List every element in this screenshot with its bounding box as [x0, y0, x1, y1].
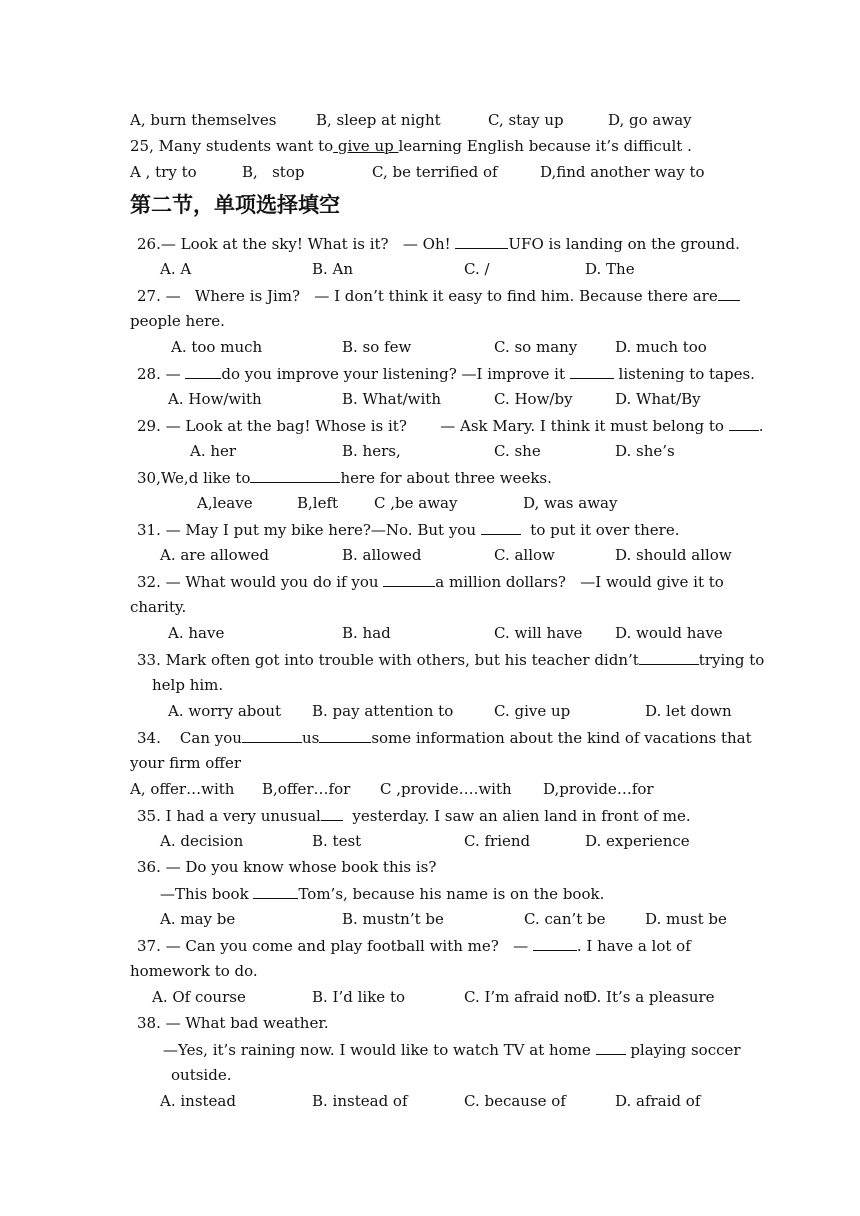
q34-stem-line2: your firm offer [130, 754, 242, 772]
q35-blank[interactable] [321, 805, 343, 821]
q36-option-a: A. may be [160, 910, 236, 928]
q26-stem-post: UFO is landing on the ground. [508, 235, 740, 253]
q32-option-d: D. would have [615, 624, 723, 642]
q28-option-b: B. What/with [342, 390, 441, 408]
q28-stem-post: listening to tapes. [613, 365, 755, 383]
q33-option-a: A. worry about [168, 702, 282, 720]
q28-stem [137, 363, 755, 384]
q34-blank-2[interactable] [319, 727, 371, 743]
q34-option-d: D,provide…for [543, 780, 654, 798]
q35-option-c: C. friend [464, 832, 531, 850]
q29-stem [137, 415, 764, 436]
q25-stem [130, 136, 692, 156]
q25-option-c: C, be terrified of [372, 163, 498, 181]
q31-option-d: D. should allow [615, 546, 732, 564]
q24-option-b: B, sleep at night [316, 111, 441, 129]
q36-blank[interactable] [253, 883, 298, 899]
q27-option-d: D. much too [615, 338, 707, 356]
q36-stem-pre: —This book [160, 885, 254, 903]
q32-option-c: C. will have [494, 624, 583, 642]
q27-option-b: B. so few [342, 338, 412, 356]
q31-blank[interactable] [481, 519, 521, 535]
q30-stem [137, 467, 552, 488]
q31-stem-pre: 31. — May I put my bike here?—No. But you [137, 521, 481, 539]
q31-stem-post: to put it over there. [520, 521, 680, 539]
q34-stem-post: some information about the kind of vacations that [371, 729, 752, 747]
q27-option-a: A. too much [171, 338, 263, 356]
q33-option-d: D. let down [645, 702, 732, 720]
q33-stem-line2: help him. [152, 676, 224, 694]
q28-blank-1[interactable] [185, 363, 221, 379]
q25-stem-pre: 25, Many students want to [130, 137, 334, 155]
q31-option-b: B. allowed [342, 546, 422, 564]
q25-option-b: B, stop [242, 163, 305, 181]
q29-option-b: B. hers, [342, 442, 401, 460]
q30-option-b: B,left [297, 494, 339, 512]
q33-stem-post: trying to [698, 651, 765, 669]
q38-option-c: C. because of [464, 1092, 566, 1110]
q26-option-b: B. An [312, 260, 354, 278]
q29-option-c: C. she [494, 442, 541, 460]
q28-option-a: A. How/with [168, 390, 262, 408]
q25-stem-post: learning English because it’s difficult . [398, 137, 692, 155]
q36-stem-line1: 36. — Do you know whose book this is? [137, 858, 437, 876]
q33-stem [137, 649, 764, 670]
q37-blank[interactable] [533, 935, 577, 951]
q33-option-b: B. pay attention to [312, 702, 454, 720]
q24-option-a: A, burn themselves [130, 111, 277, 129]
q25-option-a: A , try to [130, 163, 197, 181]
q34-option-c: C ,provide….with [380, 780, 512, 798]
q34-stem-pre: 34. Can you [137, 729, 242, 747]
q32-blank[interactable] [383, 571, 435, 587]
q31-stem [137, 519, 679, 540]
q29-blank[interactable] [729, 415, 759, 431]
q38-stem-pre: —Yes, it’s raining now. I would like to watch TV at home [163, 1041, 596, 1059]
q27-stem-pre: 27. — Where is Jim? — I don’t think it easy to find him. Because there are [137, 287, 718, 305]
q30-option-c: C ,be away [374, 494, 458, 512]
q29-option-d: D. she’s [615, 442, 675, 460]
q25-option-d: D,find another way to [540, 163, 705, 181]
q37-option-c: C. I’m afraid not [464, 988, 589, 1006]
q36-option-b: B. mustn’t be [342, 910, 444, 928]
q34-option-a: A, offer…with [130, 780, 235, 798]
q28-stem-mid: do you improve your listening? —I improve it [221, 365, 570, 383]
q24-option-c: C, stay up [488, 111, 564, 129]
q27-blank[interactable] [718, 285, 740, 301]
q36-stem-line2 [160, 883, 604, 904]
q26-stem-pre: 26.— Look at the sky! What is it? — Oh! [137, 235, 456, 253]
q37-option-a: A. Of course [152, 988, 246, 1006]
q37-stem [137, 935, 691, 956]
q32-stem-pre: 32. — What would you do if you [137, 573, 384, 591]
q30-stem-post: here for about three weeks. [340, 469, 552, 487]
q37-stem-line2: homework to do. [130, 962, 258, 980]
q28-option-c: C. How/by [494, 390, 573, 408]
q35-stem [137, 805, 691, 826]
q28-blank-2[interactable] [570, 363, 614, 379]
q27-stem [137, 285, 740, 306]
q34-stem-mid: us [301, 729, 320, 747]
q24-option-d: D, go away [608, 111, 692, 129]
q34-option-b: B,offer…for [262, 780, 351, 798]
q30-blank[interactable] [250, 467, 340, 483]
q26-option-d: D. The [585, 260, 635, 278]
q38-option-a: A. instead [160, 1092, 236, 1110]
q38-option-b: B. instead of [312, 1092, 408, 1110]
q32-stem-post: a million dollars? —I would give it to [435, 573, 724, 591]
q35-stem-pre: 35. I had a very unusual [137, 807, 321, 825]
q37-stem-pre: 37. — Can you come and play football with me? — [137, 937, 533, 955]
q26-blank[interactable] [455, 233, 508, 249]
q29-option-a: A. her [190, 442, 237, 460]
q32-option-a: A. have [168, 624, 225, 642]
q38-stem-post: playing soccer [625, 1041, 741, 1059]
q33-blank[interactable] [639, 649, 699, 665]
q36-stem-post: Tom’s, because his name is on the book. [298, 885, 605, 903]
q26-option-a: A. A [160, 260, 192, 278]
q30-option-a: A,leave [197, 494, 253, 512]
q36-option-c: C. can’t be [524, 910, 606, 928]
q35-option-b: B. test [312, 832, 362, 850]
q30-stem-pre: 30,We,d like to [137, 469, 251, 487]
q28-option-d: D. What/By [615, 390, 701, 408]
q32-option-b: B. had [342, 624, 391, 642]
q26-stem [137, 233, 740, 254]
q35-stem-post: yesterday. I saw an alien land in front of me. [342, 807, 691, 825]
q33-option-c: C. give up [494, 702, 571, 720]
q32-stem [137, 571, 724, 592]
q31-option-a: A. are allowed [160, 546, 270, 564]
q27-stem-line2: people here. [130, 312, 225, 330]
q34-stem [137, 727, 752, 748]
q38-option-d: D. afraid of [615, 1092, 701, 1110]
q31-option-c: C. allow [494, 546, 555, 564]
q28-stem-pre: 28. — [137, 365, 186, 383]
q36-option-d: D. must be [645, 910, 727, 928]
q38-stem-line1: 38. — What bad weather. [137, 1014, 329, 1032]
q26-option-c: C. / [464, 260, 490, 278]
q32-stem-line2: charity. [130, 598, 187, 616]
q34-blank-1[interactable] [242, 727, 302, 743]
q38-stem-line2 [163, 1039, 741, 1060]
q30-option-d: D, was away [523, 494, 618, 512]
q38-stem-line3: outside. [171, 1066, 232, 1084]
q38-blank[interactable] [596, 1039, 626, 1055]
q37-stem-post: . I have a lot of [576, 937, 691, 955]
q37-option-d: D. It’s a pleasure [585, 988, 715, 1006]
q35-option-a: A. decision [160, 832, 244, 850]
q33-stem-pre: 33. Mark often got into trouble with others, but his teacher didn’t [137, 651, 639, 669]
q29-stem-post: . [758, 417, 764, 435]
q37-option-b: B. I’d like to [312, 988, 406, 1006]
q35-option-d: D. experience [585, 832, 690, 850]
section-title: 第二节，单项选择填空 [130, 193, 340, 217]
q27-option-c: C. so many [494, 338, 578, 356]
q25-underlined-phrase: give up [333, 137, 399, 155]
q29-stem-pre: 29. — Look at the bag! Whose is it? — Ask Mary. I think it must belong to [137, 417, 729, 435]
